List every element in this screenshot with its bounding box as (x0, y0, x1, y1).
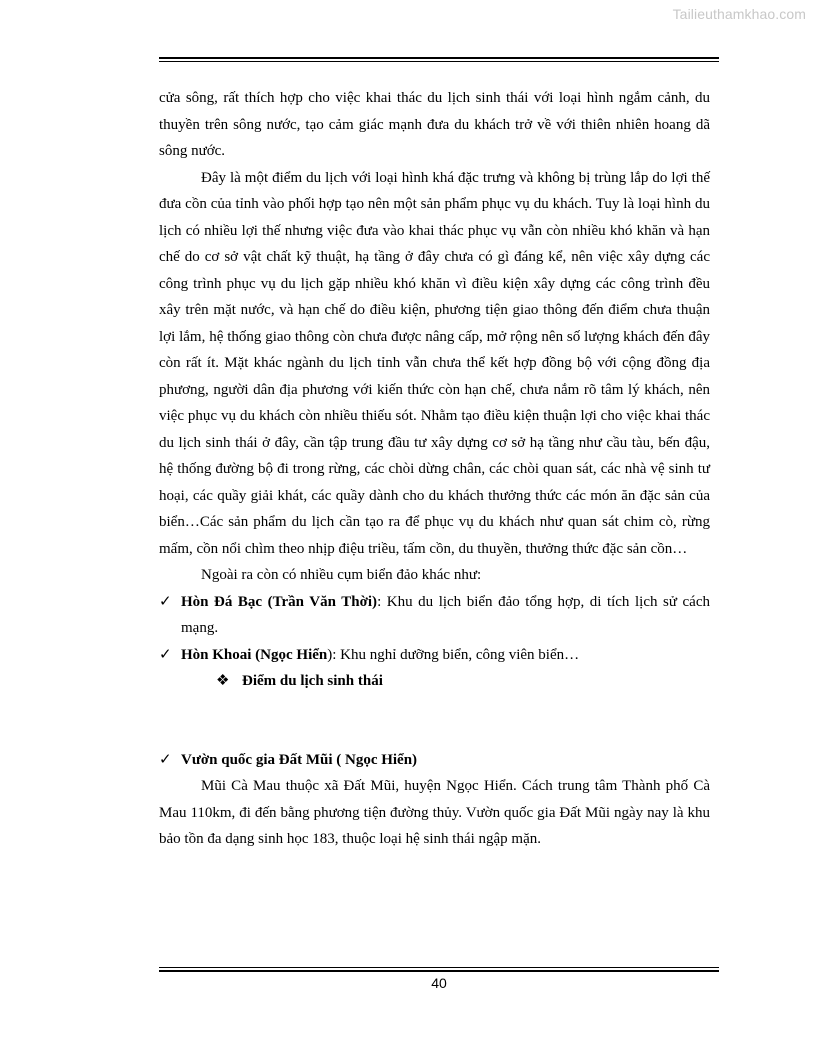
header-rule (159, 57, 719, 62)
diamond-bullet-icon: ❖ (216, 673, 230, 689)
bullet-hon-da-bac (159, 589, 710, 642)
section-heading-title: Điểm du lịch sinh thái (242, 673, 383, 689)
paragraph-3: Ngoài ra còn có nhiều cụm biển đảo khác như: (201, 567, 482, 583)
section-heading (159, 668, 710, 695)
bullet-text: : Khu du lịch biển đảo tổng hợp, di tích lịch sử cách mạng. (181, 593, 710, 636)
footer-rule (159, 967, 719, 972)
subheading-title: Vườn quốc gia Đất Mũi ( Ngọc Hiển) (181, 751, 418, 768)
page-body (159, 85, 710, 853)
checkmark-icon: ✓ (159, 593, 172, 610)
paragraph-4: Mũi Cà Mau thuộc xã Đất Mũi, huyện Ngọc Hiển. Cách trung tâm Thành phố Cà Mau 110km, đi đến bằng phương tiện đường thủy. Vườn quốc gia Đất Mũi ngày nay là khu bảo tồn đa dạng sinh học 183, thuộc loại hệ sinh thái ngập mặn. (159, 778, 710, 847)
bullet-title: Hòn Khoai (Ngọc Hiển (181, 646, 328, 663)
checkmark-icon: ✓ (159, 751, 172, 768)
bullet-hon-khoai (159, 642, 710, 669)
paragraph-1: cửa sông, rất thích hợp cho việc khai thác du lịch sinh thái với loại hình ngắm cảnh, du thuyền trên sông nước, tạo cảm giác mạnh đưa du khách trở về với thiên nhiên hoang dã sông nước. (159, 90, 710, 159)
checkmark-icon: ✓ (159, 646, 172, 663)
bullet-text: ): Khu nghỉ dưỡng biển, công viên biển… (327, 646, 580, 663)
bullet-title: Hòn Đá Bạc (Trần Văn Thời) (181, 593, 378, 610)
subheading-vuon-quoc-gia (159, 747, 710, 774)
paragraph-2: Đây là một điểm du lịch với loại hình khá đặc trưng và không bị trùng lắp do lợi thế đưa cồn của tỉnh vào phối hợp tạo nên một sản phẩm phục vụ du khách. Tuy là loại hình du lịch có nhiều lợi thế nhưng việc đưa vào khai thác phục vụ vẫn còn nhiều khó khăn và hạn chế do cơ sở vật chất kỹ thuật, hạ tầng ở đây chưa có gì đáng kể, nên việc xây dựng các công trình phục vụ du lịch gặp nhiều khó khăn vì điều kiện xây dựng các công trình đều xây trên mặt nước, và hạn chế do điều kiện, phương tiện giao thông đến điểm chưa thuận lợi lắm, hệ thống giao thông còn chưa được nâng cấp, mở rộng nên số lượng khách đến đây còn rất ít. Mặt khác ngành du lịch tỉnh vẫn chưa thể kết hợp đồng bộ với cộng đồng địa phương, người dân địa phương với kiến thức còn hạn chế, chưa nắm rõ tâm lý khách, nên việc phục vụ du khách còn nhiều thiếu sót. Nhằm tạo điều kiện thuận lợi cho việc khai thác du lịch sinh thái ở đây, cần tập trung đầu tư xây dựng cơ sở hạ tầng như cầu tàu, bến đậu, hệ thống đường bộ đi trong rừng, các chòi dừng chân, các chòi quan sát, các nhà vệ sinh tư hoại, các quầy giải khát, các quầy dành cho du khách thưởng thức các món ăn đặc sản của biển…Các sản phẩm du lịch cần tạo ra để phục vụ du khách như quan sát chim cò, rừng mấm, cồn nổi chìm theo nhịp điệu triều, tấm cồn, du thuyền, thưởng thức đặc sản cồn… (159, 169, 710, 557)
watermark: Tailieuthamkhao.com (672, 6, 806, 22)
page-number: 40 (431, 975, 447, 991)
